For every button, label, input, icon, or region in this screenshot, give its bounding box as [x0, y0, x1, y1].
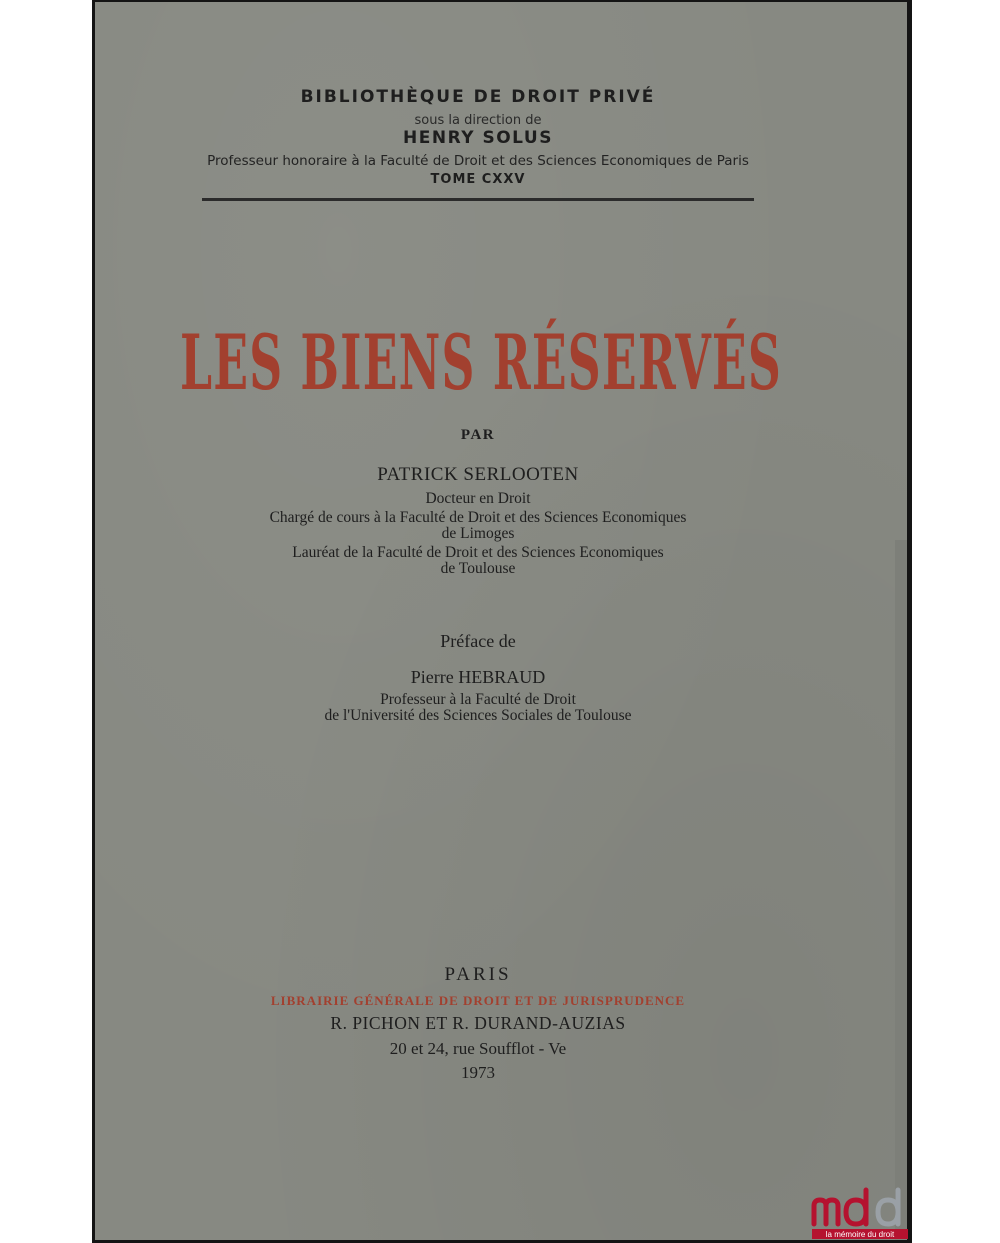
by-label: PAR	[460, 427, 496, 443]
publisher-address: 20 et 24, rue Soufflot - Ve	[389, 1039, 567, 1058]
author-credential: Chargé de cours à la Faculté de Droit et des Sciences Economiques	[269, 509, 687, 526]
preface-label: Préface de	[440, 631, 516, 651]
mdd-logo-icon	[810, 1182, 910, 1240]
publication-city: PARIS	[444, 964, 512, 985]
tome-number: TOME CXXV	[430, 172, 526, 187]
preface-author-credential: Professeur à la Faculté de Droit	[380, 691, 576, 708]
series-title: BIBLIOTHÈQUE DE DROIT PRIVÉ	[300, 87, 656, 107]
author-credential: Docteur en Droit	[425, 490, 531, 507]
publisher-name: LIBRAIRIE GÉNÉRALE DE DROIT ET DE JURISPRUDENCE	[270, 993, 686, 1008]
publication-year: 1973	[461, 1063, 495, 1082]
logo-tagline: la mémoire du droit	[825, 1230, 895, 1239]
author-credential: Lauréat de la Faculté de Droit et des Sciences Economiques	[292, 544, 664, 561]
series-editor-title: Professeur honoraire à la Faculté de Droit et des Sciences Economiques de Paris	[207, 153, 749, 169]
book-title: LES BIENS RÉSERVÉS	[180, 318, 783, 407]
series-direction-label: sous la direction de	[414, 113, 542, 128]
preface-author-name: Pierre HEBRAUD	[410, 667, 546, 687]
author-credential: de Toulouse	[440, 560, 516, 577]
header-divider	[202, 198, 754, 201]
author-name: PATRICK SERLOOTEN	[377, 464, 579, 485]
author-credential: de Limoges	[441, 525, 515, 542]
series-editor-name: HENRY SOLUS	[403, 128, 553, 148]
preface-author-credential: de l'Université des Sciences Sociales de Toulouse	[324, 707, 632, 724]
publisher-owners: R. PICHON ET R. DURAND-AUZIAS	[330, 1013, 626, 1033]
